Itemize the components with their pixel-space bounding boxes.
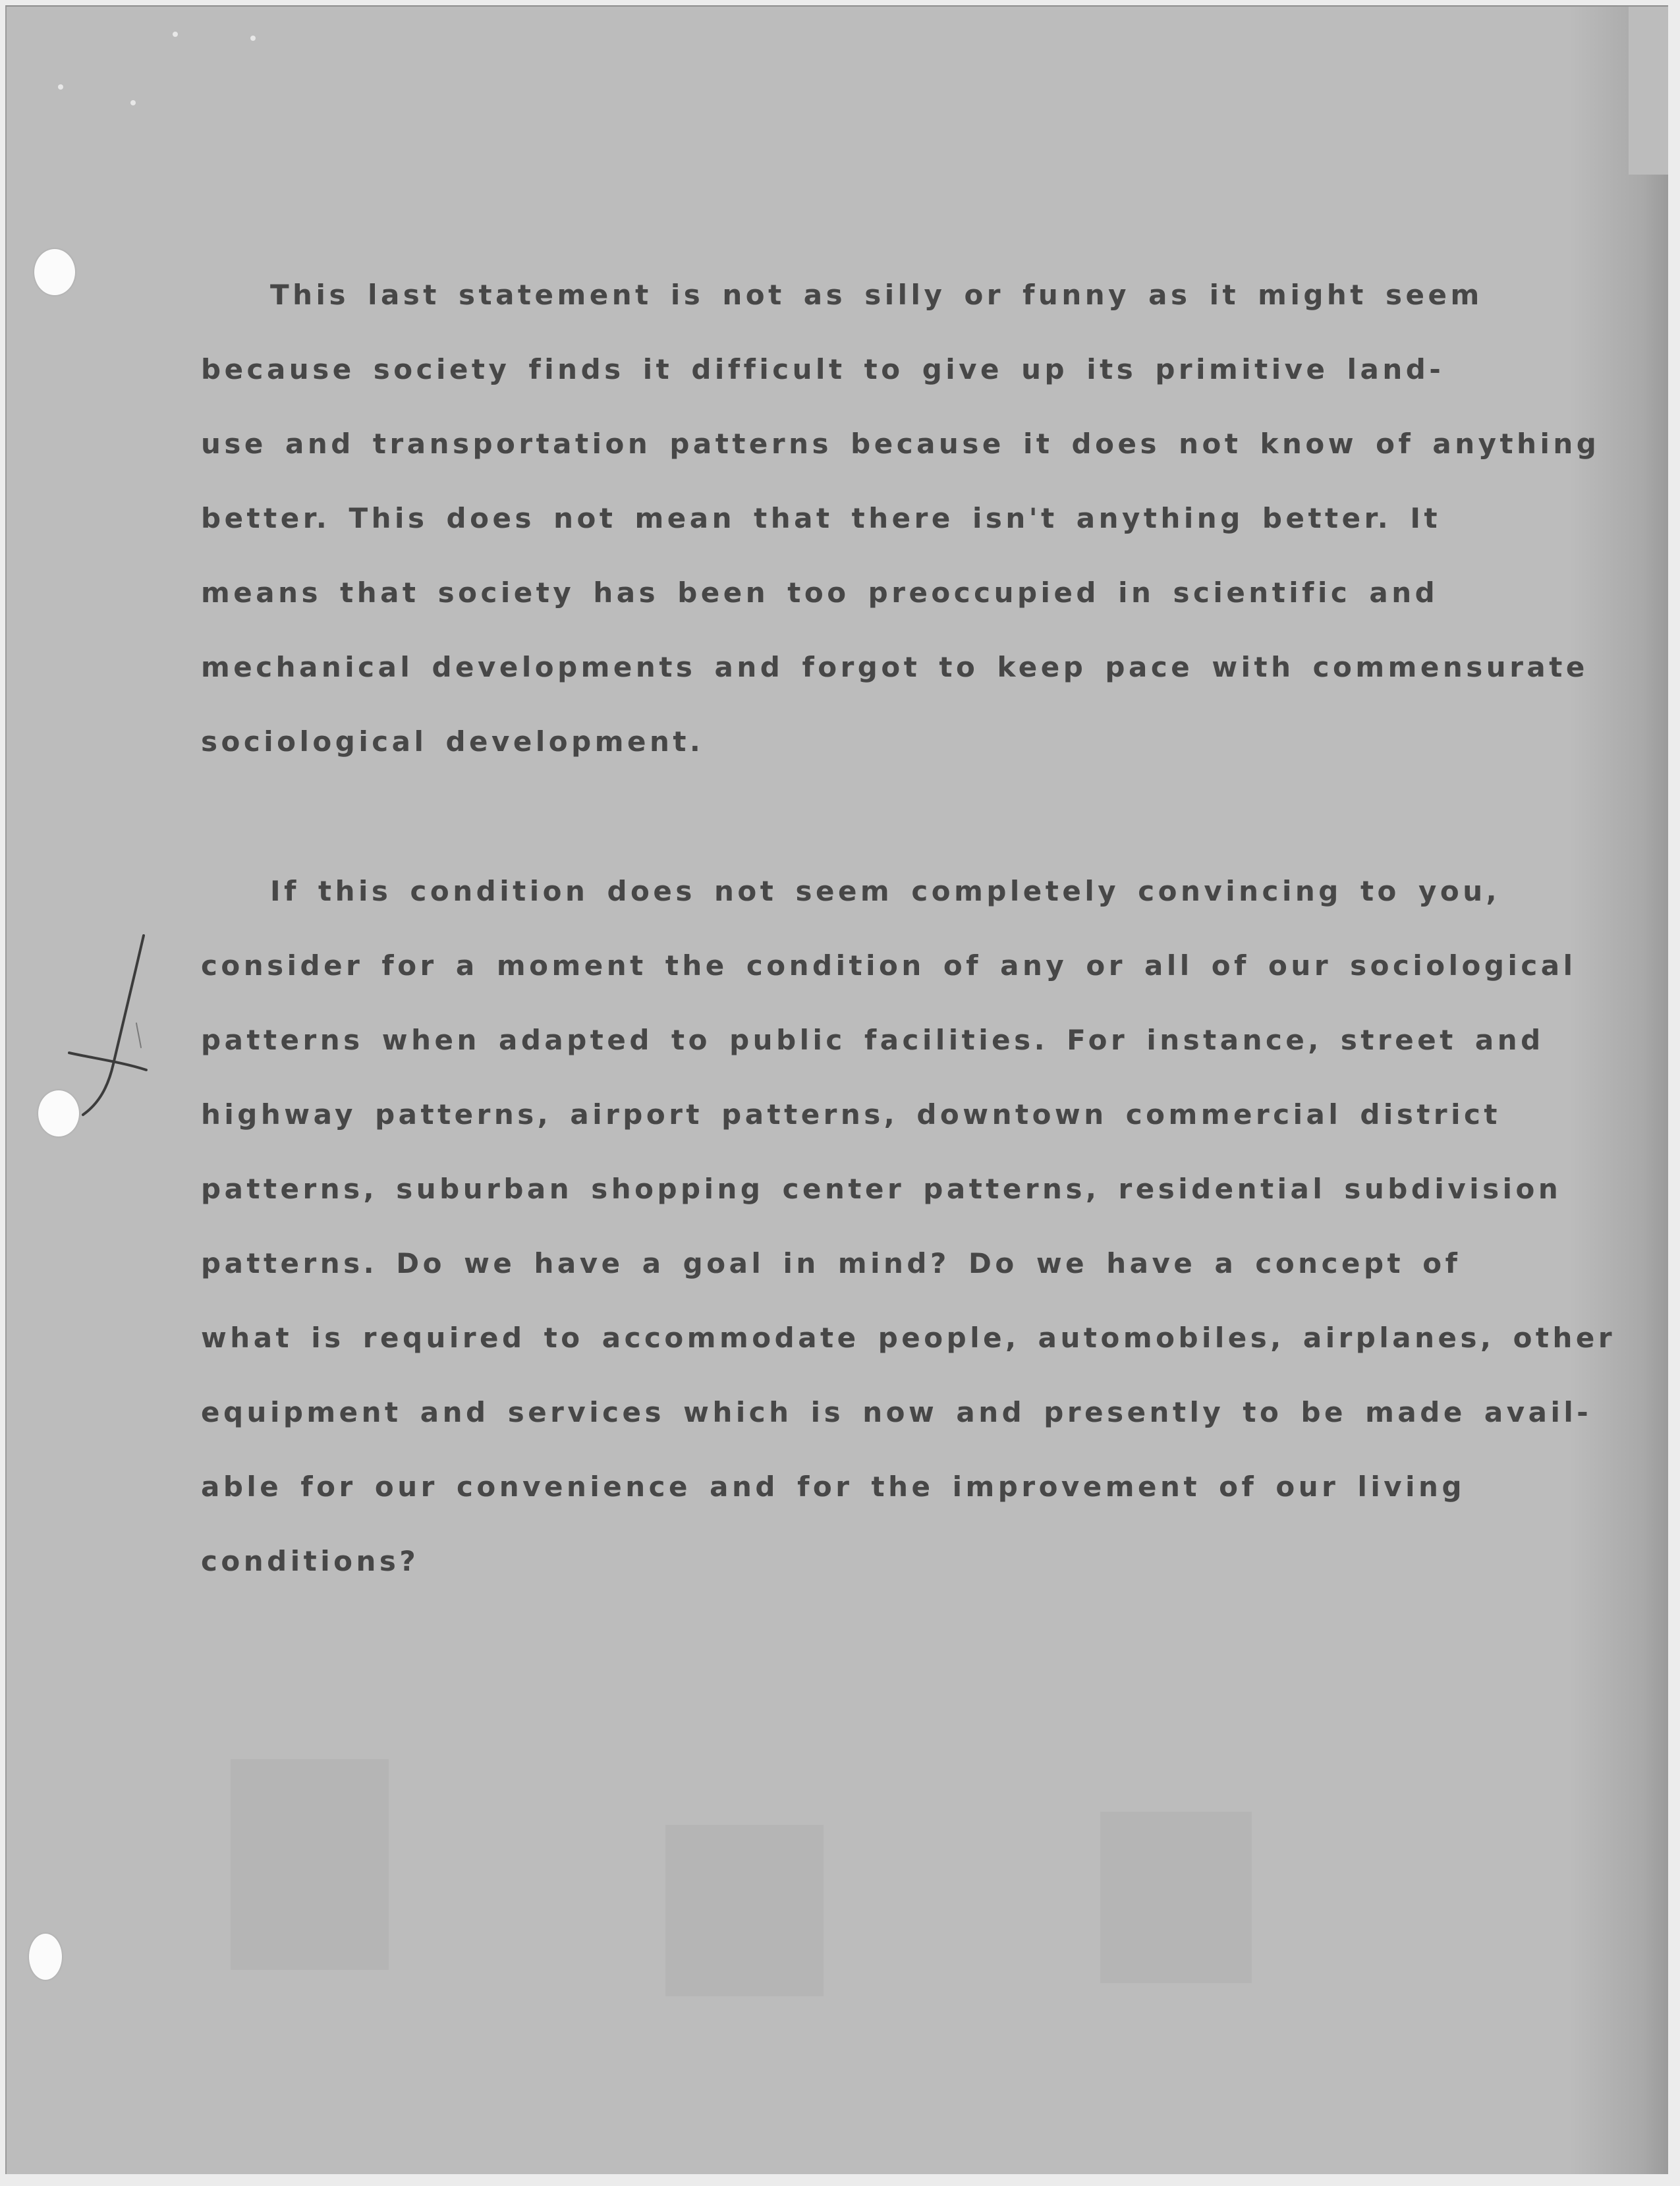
text-line: patterns. Do we have a goal in mind? Do we have a concept of — [201, 1247, 1461, 1279]
text-line: consider for a moment the condition of any or all of our sociological — [201, 949, 1577, 982]
paper-speck — [58, 84, 63, 90]
paragraph-1 — [201, 277, 1598, 798]
paper-speck — [130, 100, 136, 105]
text-line: means that society has been too preoccupied in scientific and — [201, 576, 1439, 609]
handwritten-plus-mark — [59, 922, 165, 1133]
pencil-stroke-horizontal — [69, 1053, 146, 1070]
text-line: use and transportation patterns because it does not know of anything — [201, 428, 1600, 460]
text-line: equipment and services which is now and presently to be made avail- — [201, 1396, 1592, 1428]
text-line: able for our convenience and for the improvement of our living — [201, 1471, 1466, 1503]
pencil-stroke-vertical — [83, 936, 144, 1115]
bleed-through-smudge — [665, 1825, 824, 1996]
bleed-through-smudge — [1100, 1812, 1252, 1983]
text-line: mechanical developments and forgot to keep pace with commensurate — [201, 651, 1588, 683]
text-line: patterns when adapted to public facilities. For instance, street and — [201, 1024, 1544, 1056]
text-line: This last statement is not as silly or funny as it might seem — [270, 279, 1483, 311]
pencil-tick — [136, 1023, 141, 1048]
text-line: because society finds it difficult to give up its primitive land- — [201, 353, 1445, 385]
paper-speck — [250, 36, 256, 41]
paper-speck — [173, 32, 178, 37]
bleed-through-smudge — [231, 1759, 389, 1970]
text-line: what is required to accommodate people, automobiles, airplanes, other — [201, 1322, 1616, 1354]
text-line: highway patterns, airport patterns, downtown commercial district — [201, 1098, 1501, 1131]
document-body — [201, 277, 1616, 1617]
text-line: better. This does not mean that there isn't anything better. It — [201, 502, 1442, 534]
paragraph-2 — [201, 873, 1616, 1617]
punch-hole-top — [34, 249, 75, 295]
text-line: sociological development. — [201, 725, 704, 758]
text-line: If this condition does not seem completely convincing to you, — [270, 875, 1501, 907]
paper-edge — [1629, 7, 1668, 175]
punch-hole-bottom — [29, 1934, 62, 1980]
text-line: conditions? — [201, 1545, 420, 1577]
text-line: patterns, suburban shopping center patterns, residential subdivision — [201, 1173, 1562, 1205]
